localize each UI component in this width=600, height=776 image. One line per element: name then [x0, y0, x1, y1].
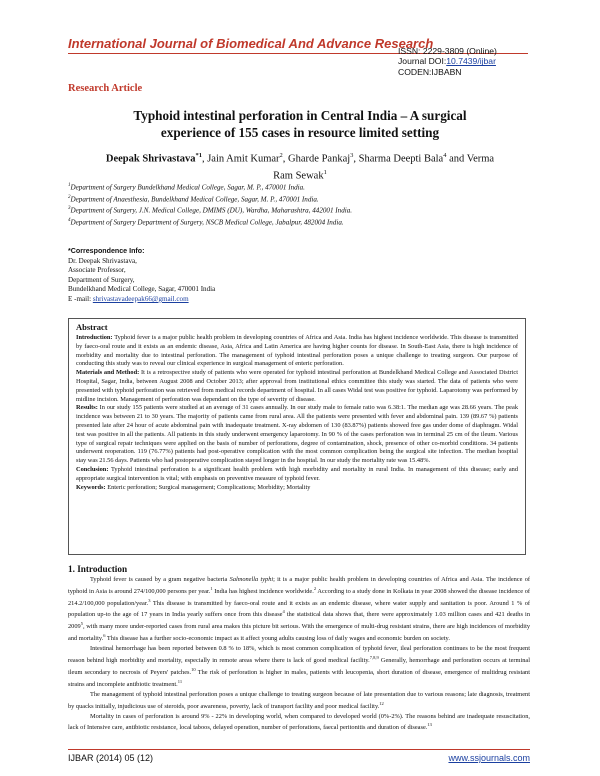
- affiliation-4: $^4$Department of Surgery Department of Surgery, NSCB Medical College, Jabalpur, 482004 India.: [68, 217, 344, 227]
- journal-meta: [398, 46, 497, 77]
- issn: ISSN: 2229-3809 (Online): [398, 46, 497, 56]
- author-3: , Gharde Pankaj: [282, 153, 351, 165]
- journal-title: International Journal of Biomedical And Advance Research: [68, 36, 434, 51]
- abstract-results: Results: In our study 155 patients were studied at an average of 31 cases annually. In our study male to female ratio was 6.38:1. The median age was 28.66 years. The peak incidence was between 21 to 30 years. The majority of patients came from rural area. All the patients were presented with fever and abdominal pain. 139 (89.67 %) patients presented late after 24 hour of acute abdominal pain with inadequate treatment. X-ray abdomen of 130 (83.87%) patients showed free gas under dome of diaphragm. Widal test was positive in all the patients. All patients in this study underwent emergency laparotomy. In 90 % of the cases perforation was in terminal 25 cm of the ileum. Various type of surgical repair techniques were applied on the basis of number of perforations, degree of contamination, shock, presence of other co-morbid conditions. 34 patients underwent reoperation. 119 (76.77%) patients had post-operative complication with the most common complication being the surgical site infection. The median hospital stay was 21.56 days. Patients who had postoperative complication stayed longer in the hospital. In our study the mortality rate was 15.48%.: [76, 404, 518, 465]
- affiliations: [68, 181, 352, 227]
- article-type: Research Article: [68, 83, 143, 94]
- author-2: , Jain Amit Kumar: [201, 153, 280, 165]
- article-title: Typhoid intestinal perforation in Central India – A surgical experience of 155 cases in resource limited setting: [133, 108, 467, 140]
- introduction-body: [68, 576, 530, 734]
- correspondence-label: *Correspondence Info:: [68, 247, 145, 255]
- abstract-methods: Materials and Method: It is a retrospective study of patients who were operated for typhoid intestinal perforation at Bundelkhand Medical College and Associated District Hospital, Sagar, India, between August 2008 and October 2013; after approval from institutional ethics committee this study was started. The data of patients who were presented with typhoid perforation was retrieved from medical records department of hospital. In all cases Widal test was positive for typhoid. Laparotomy was performed by midline incision. Management of perforation was dependant on the type of severity of disease.: [76, 369, 518, 403]
- footer-citation: IJBAR (2014) 05 (12): [68, 753, 154, 763]
- email-link[interactable]: shrivastavadeepak66@gmail.com: [92, 294, 189, 303]
- affiliation-1: $^1$Department of Surgery Bundelkhand Medical College, Sagar, M. P., 470001 India.: [68, 183, 305, 192]
- footer-website-link[interactable]: www.ssjournals.com: [448, 753, 530, 763]
- paragraph: The management of typhoid intestinal perforation poses a unique challenge to treating surgeon because of late presentation due to various reasons; late diagnosis, treatment by quacks initially, injudicious use of steroids, poor awareness, poverty, lack of transport facility and poor medical facility.$^{12}$: [68, 690, 530, 710]
- abstract-heading: Abstract: [76, 322, 108, 332]
- correspondence: *Correspondence Info: Dr. Deepak Shrivastava, Associate Professor, Department of Surgery, Bundelkhand Medical College, Sagar, 470001 India E -mail: shrivastavadeepak66@gmail.com: [68, 247, 216, 303]
- author-1: Deepak Shrivastava: [105, 153, 196, 165]
- footer-divider: [68, 749, 530, 750]
- paragraph: Mortality in cases of perforation is around 9% - 22% in developing world, when compared to developed world (0%-2%). The reasons behind are inadequate resuscitation, lack of Intensive care, antibiotic resistance, local taboos, delayed operation, number of perforations, faecal peritonitis and duration of disease.$^{13}$: [68, 712, 530, 732]
- affiliation-3: $^3$Department of Surgery, J.N. Medical College, DMIMS (DU), Wardha, Maharashtra, 442001 India.: [68, 206, 353, 215]
- author-5: Ram Sewak: [273, 170, 324, 181]
- author-list: Deepak Shrivastava$^{*1}$, Jain Amit Kumar$^2$, Gharde Pankaj$^3$, Sharma Deepti Bala$^4$ and Verma Ram Sewak$^1$: [105, 152, 495, 181]
- abstract-box: [68, 318, 526, 555]
- abstract-keywords: Keywords: Enteric perforation; Surgical management; Complications; Morbidity; Mortality: [76, 483, 311, 491]
- abstract-conclusion: Conclusion: Typhoid intestinal perforation is a significant health problem with high morbidity and mortality in rural India. In management of this disease; early and appropriate surgical intervention is vital; with emphasis on preventive measure of typhoid fever.: [76, 465, 518, 482]
- coden: CODEN:IJBABN: [398, 66, 462, 77]
- doi-link[interactable]: 10.7439/ijbar: [446, 56, 496, 67]
- abstract-introduction: Introduction: Typhoid fever is a major public health problem in developing countries of Africa and Asia. India has highest incidence worldwide. This disease is transmitted by faeco-oral route and it exists as an endemic disease, Asia, Africa and Latin America are having higher counts for disease. In South-East Asia, there is high incidence of morbidity and mortality due to intestinal perforation. The management of typhoid intestinal perforation poses a unique challenge to treating surgeon. Our purpose of conducting this study was to reveal our clinical experience in surgical management of enteric perforation.: [76, 334, 518, 368]
- section-heading: 1. Introduction: [68, 564, 128, 574]
- affiliation-2: $^2$Department of Anaesthesia, Bundelkhand Medical College, Sagar, M. P., 470001 India.: [68, 194, 319, 203]
- doi: Journal DOI:10.7439/ijbar: [398, 56, 496, 67]
- paragraph: Typhoid fever is caused by a gram negative bacteria Salmonella typhi; it is a major public health problem in developing countries of Africa and Asia. The incidence of typhoid in Asia is around 274/100,000 persons per year.$^1$ India has highest incidence worldwide.$^2$ According to a study done in Kolkata in year 2008 showed the disease incidence of 214.2/100,000 population/year.$^3$ This disease is transmitted by faeco-oral route and it exists as an endemic disease, where water supply and sanitation is poor. Around 1 % of population up-to the age of 17 years in India yearly suffers once from this disease$^4$ the statistical data shows that, there were approximately 1.03 million cases and 421 deaths in 2009$^5$, with many more under-reported cases from rural area makes this picture bit serious. With the emergence of multi-drug resistant strains, there are high incidences of morbidity and mortality.$^6$ This disease has a further socio-economic impact as it affect young adults causing loss of daily wages and economic burden on society.: [68, 576, 530, 643]
- author-4: , Sharma Deepti Bala: [353, 153, 444, 165]
- paragraph: Intestinal hemorrhage has been reported between 0.8 % to 18%, which is most common complication of typhoid fever, ileal perforation continues to be the most frequent reason behind high morbidity and mortality, especially in remote areas where there is lack of good medical facility.$^{7,8,9}$ Generally, hemorrhage and perforation occurs at terminal ileum secondary to necrosis of Peyers' patches.$^{10}$ The risk of perforation is higher in males, patients with leucopenia, short duration of disease, emergence of multidrug resistant strains and incomplete antibiotic treatment.$^{11}$: [68, 645, 530, 688]
